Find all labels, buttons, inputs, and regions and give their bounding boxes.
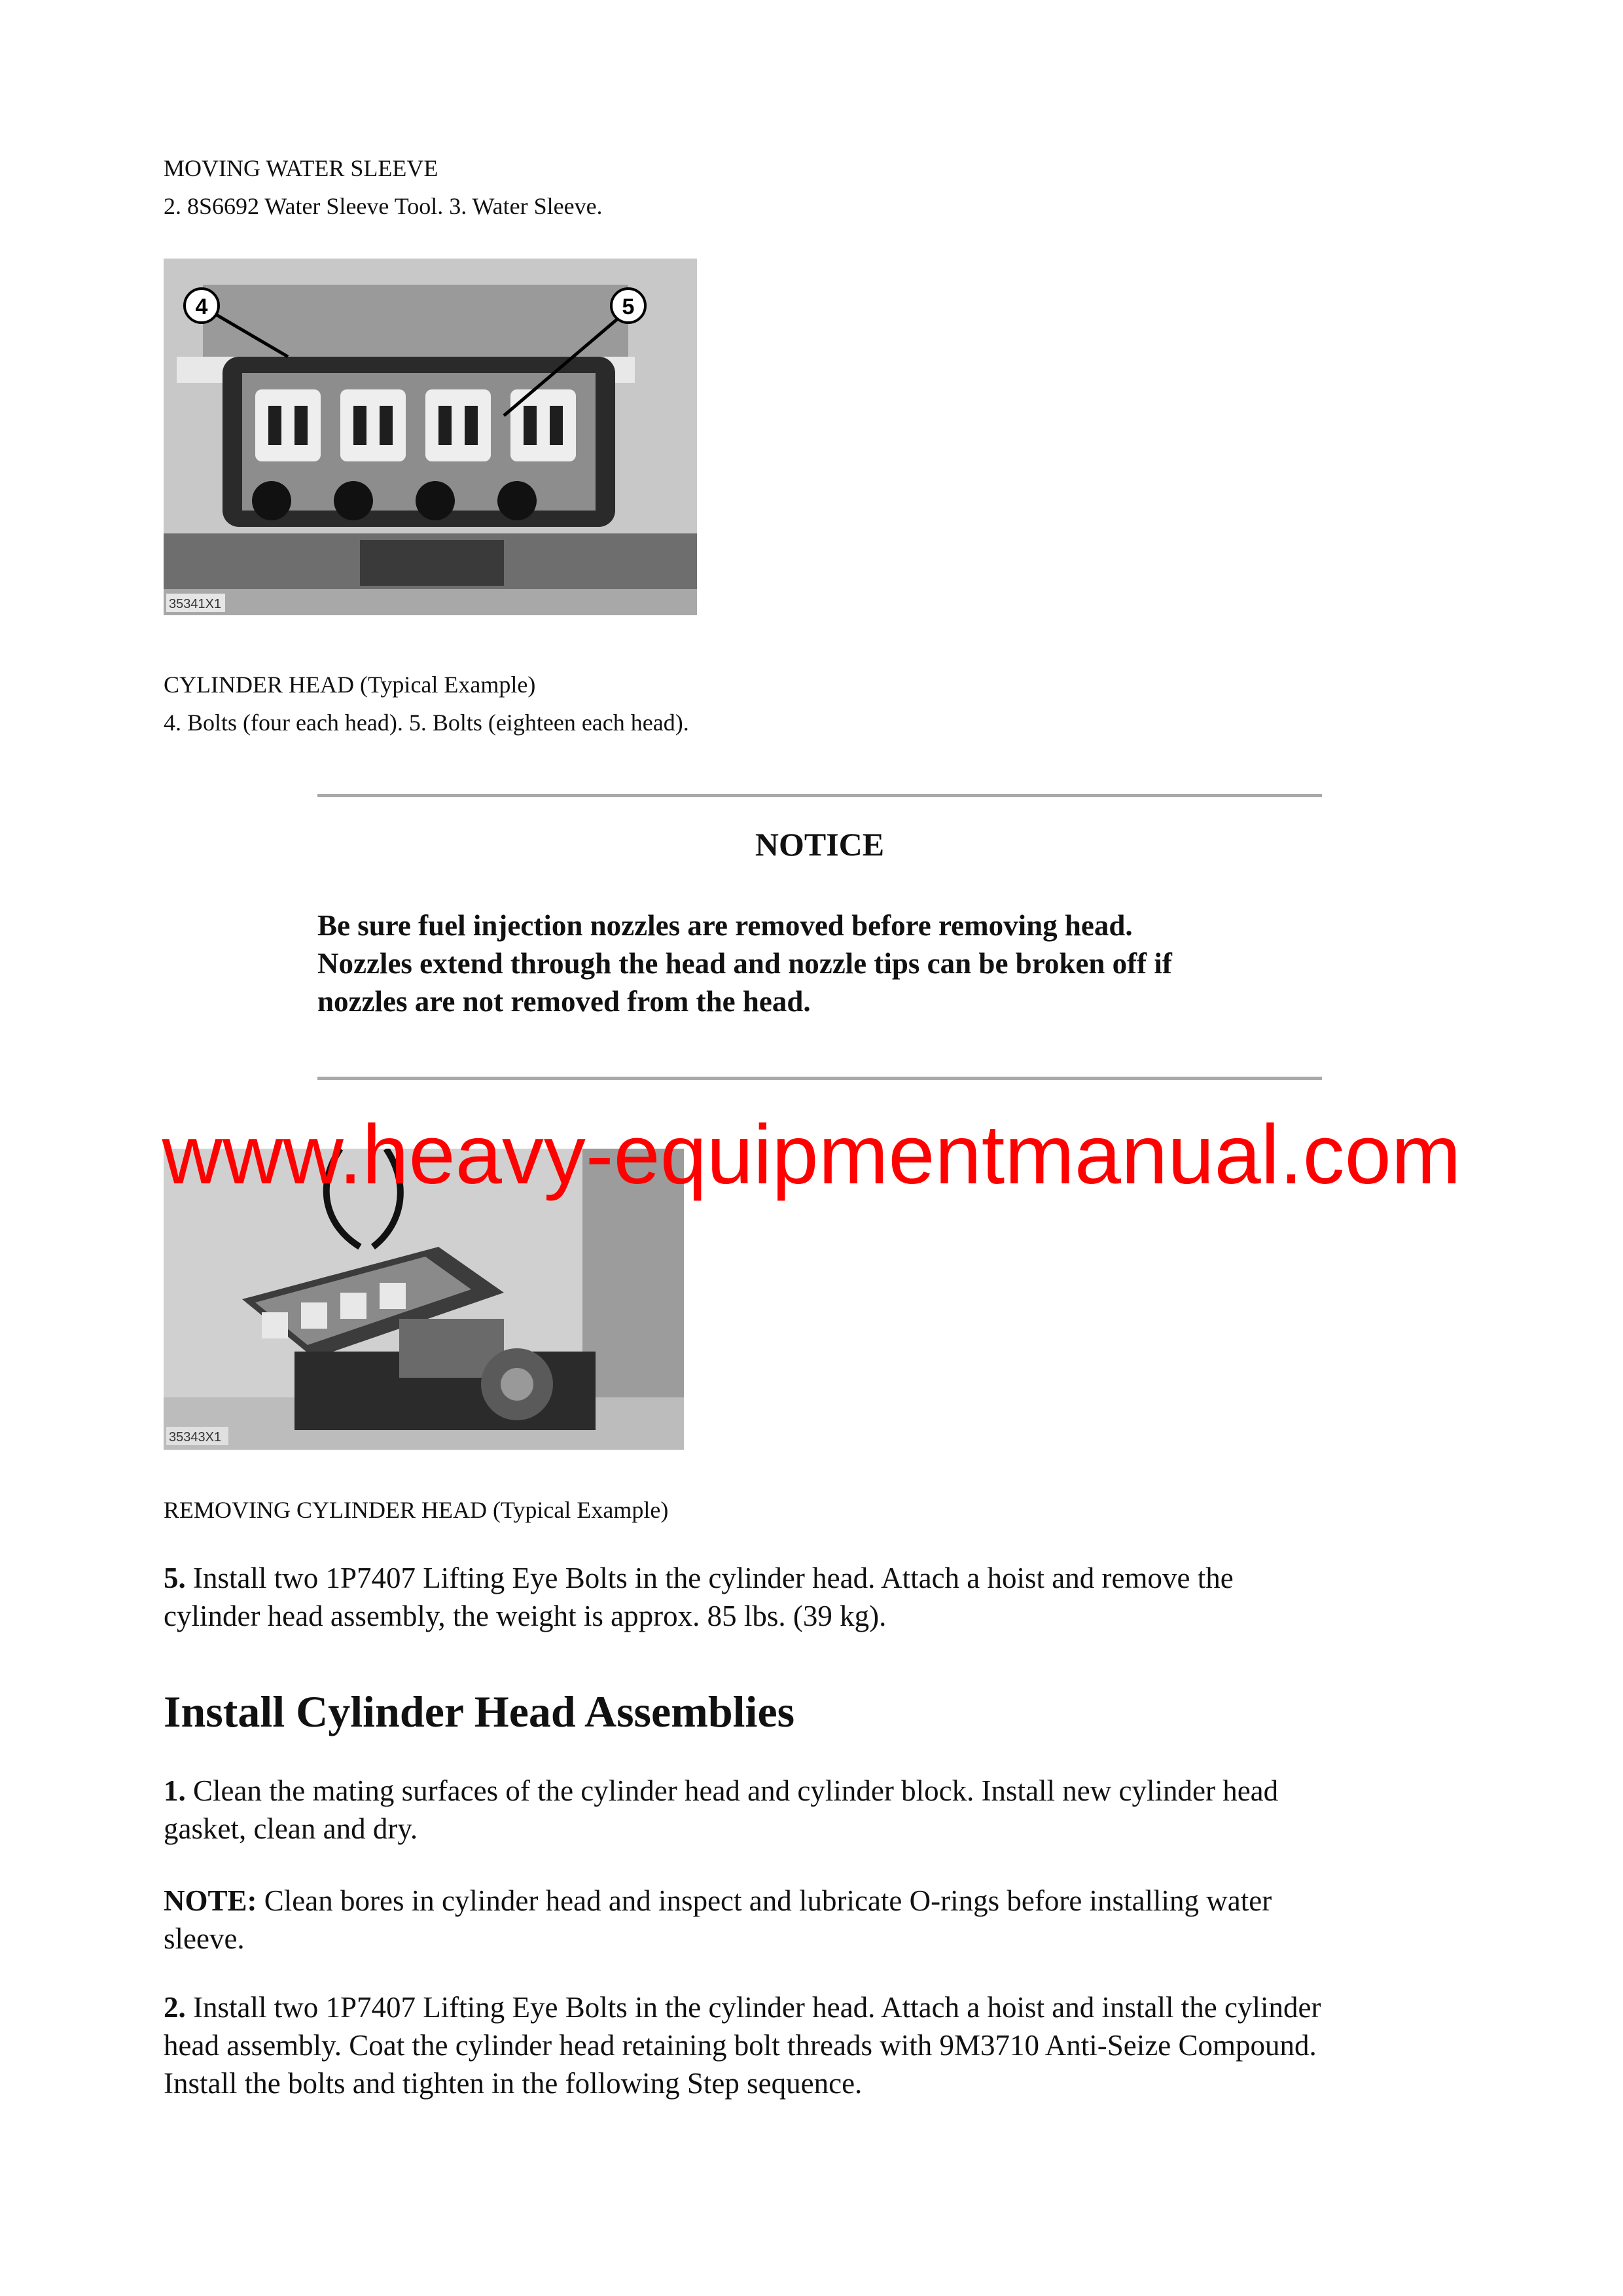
photo-code: 35343X1 [169,1430,222,1444]
step-text: cylinder head assembly, the weight is approx. 85 lbs. (39 kg). [164,1600,887,1632]
section-heading: Install Cylinder Head Assemblies [164,1687,795,1736]
notice-line-2: Nozzles extend through the head and nozzle tips can be broken off if [317,947,1172,980]
callout-4: 4 [195,295,208,319]
step-2 [164,1988,1321,2102]
step-text: head assembly. Coat the cylinder head retaining bolt threads with 9M3710 Anti-Seize Compound. [164,2029,1317,2062]
step-number: 5. [164,1562,186,1594]
watermark: www.heavy-equipmentmanual.com [162,1108,1461,1202]
photo-code: 35341X1 [169,597,222,611]
step-number: 1. [164,1774,186,1807]
notice-bottom-rule [317,1077,1322,1080]
caption-title: MOVING WATER SLEEVE [164,155,438,181]
notice-line-3: nozzles are not removed from the head. [317,985,811,1018]
caption-removing-head [164,1491,668,1529]
caption-title: REMOVING CYLINDER HEAD (Typical Example) [164,1497,669,1523]
cylinder-head-photo [164,259,697,615]
caption-moving-water-sleeve [164,149,603,225]
notice-top-rule [317,794,1322,797]
caption-title: CYLINDER HEAD (Typical Example) [164,672,536,698]
step-text: Install two 1P7407 Lifting Eye Bolts in the cylinder head. Attach a hoist and install the cylinder [185,1991,1321,2024]
step-text: Install the bolts and tighten in the following Step sequence. [164,2067,863,2100]
note-text: Clean bores in cylinder head and inspect and lubricate O-rings before installing water [257,1884,1272,1917]
caption-text: 4. Bolts (four each head). 5. Bolts (eighteen each head). [164,709,689,736]
step-text: Clean the mating surfaces of the cylinder head and cylinder block. Install new cylinder head [185,1774,1279,1807]
callout-5: 5 [622,295,635,319]
notice-title: NOTICE [755,826,885,863]
note [164,1882,1272,1958]
step-text: Install two 1P7407 Lifting Eye Bolts in the cylinder head. Attach a hoist and remove the [185,1562,1234,1594]
step-number: 2. [164,1991,186,2024]
notice-body [317,906,1299,1020]
caption-text: 2. 8S6692 Water Sleeve Tool. 3. Water Sleeve. [164,193,603,219]
step-text: gasket, clean and dry. [164,1812,418,1845]
note-text: sleeve. [164,1922,245,1955]
note-label: NOTE: [164,1884,257,1917]
step-1 [164,1772,1278,1848]
caption-cylinder-head [164,666,689,742]
step-5 [164,1559,1234,1635]
notice-line-1: Be sure fuel injection nozzles are removed before removing head. [317,909,1133,942]
